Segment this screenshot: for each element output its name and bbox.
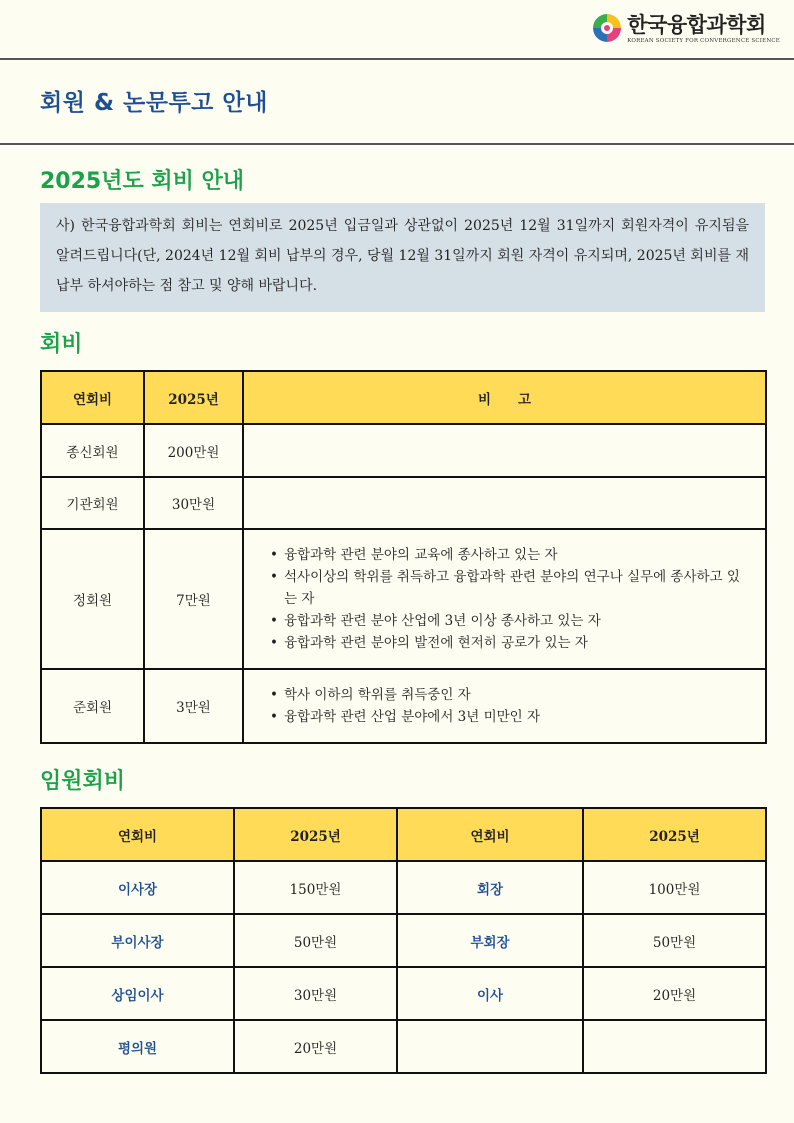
fee-table bbox=[40, 370, 767, 744]
member-type: 종신회원 bbox=[41, 424, 144, 477]
member-fee: 30만원 bbox=[144, 477, 243, 529]
member-notes bbox=[243, 529, 766, 669]
member-notes bbox=[243, 424, 766, 477]
page-title: 회원 & 논문투고 안내 bbox=[40, 90, 268, 116]
member-type: 준회원 bbox=[41, 669, 144, 743]
exec-fee bbox=[583, 1020, 766, 1073]
logo-org-name: 한국융합과학회 bbox=[627, 12, 766, 37]
table-row bbox=[41, 1020, 766, 1073]
list-item: • 융합과학 관련 분야의 교육에 종사하고 있는 자 bbox=[284, 544, 751, 566]
member-notes bbox=[243, 669, 766, 743]
list-item: • 학사 이하의 학위를 취득중인 자 bbox=[284, 684, 751, 706]
title-divider bbox=[0, 143, 794, 145]
exec-role bbox=[397, 1020, 583, 1073]
header-remarks: 비 고 bbox=[243, 371, 766, 424]
table-row bbox=[41, 861, 766, 914]
exec-fee: 50만원 bbox=[583, 914, 766, 967]
exec-role: 상임이사 bbox=[41, 967, 234, 1020]
table-row bbox=[41, 424, 766, 477]
list-item: • 융합과학 관련 산업 분야에서 3년 미만인 자 bbox=[284, 706, 751, 728]
member-fee: 7만원 bbox=[144, 529, 243, 669]
table-row bbox=[41, 477, 766, 529]
member-type: 정회원 bbox=[41, 529, 144, 669]
table-row bbox=[41, 967, 766, 1020]
exec-section-title: 임원회비 bbox=[40, 769, 126, 794]
exec-fee: 30만원 bbox=[234, 967, 397, 1020]
header-year: 2025년 bbox=[234, 808, 397, 861]
dues-section-title: 2025년도 회비 안내 bbox=[40, 169, 245, 194]
logo bbox=[591, 12, 780, 44]
header-annual-fee: 연회비 bbox=[41, 808, 234, 861]
exec-role: 부이사장 bbox=[41, 914, 234, 967]
exec-table-header bbox=[41, 808, 766, 861]
exec-role: 이사 bbox=[397, 967, 583, 1020]
exec-fee: 50만원 bbox=[234, 914, 397, 967]
exec-role: 부회장 bbox=[397, 914, 583, 967]
exec-fee: 20만원 bbox=[583, 967, 766, 1020]
member-fee: 3만원 bbox=[144, 669, 243, 743]
list-item: • 융합과학 관련 분야의 발전에 현저히 공로가 있는 자 bbox=[284, 632, 751, 654]
fee-table-header bbox=[41, 371, 766, 424]
exec-fee: 100만원 bbox=[583, 861, 766, 914]
member-fee: 200만원 bbox=[144, 424, 243, 477]
exec-fee: 150만원 bbox=[234, 861, 397, 914]
table-row bbox=[41, 914, 766, 967]
table-row bbox=[41, 669, 766, 743]
exec-role: 회장 bbox=[397, 861, 583, 914]
fee-section-title: 회비 bbox=[40, 332, 83, 357]
exec-role: 평의원 bbox=[41, 1020, 234, 1073]
exec-fee: 20만원 bbox=[234, 1020, 397, 1073]
top-divider bbox=[0, 58, 794, 60]
exec-role: 이사장 bbox=[41, 861, 234, 914]
member-type: 기관회원 bbox=[41, 477, 144, 529]
logo-org-name-en: KOREAN SOCIETY FOR CONVERGENCE SCIENCE bbox=[627, 37, 780, 44]
list-item: • 융합과학 관련 분야 산업에 3년 이상 종사하고 있는 자 bbox=[284, 610, 751, 632]
header-year: 2025년 bbox=[583, 808, 766, 861]
header-annual-fee: 연회비 bbox=[397, 808, 583, 861]
logo-icon bbox=[591, 12, 623, 44]
header-year: 2025년 bbox=[144, 371, 243, 424]
list-item: • 석사이상의 학위를 취득하고 융합과학 관련 분야의 연구나 실무에 종사하고 있는 자 bbox=[284, 566, 751, 610]
exec-fee-table bbox=[40, 807, 767, 1074]
table-row bbox=[41, 529, 766, 669]
dues-notice: 사) 한국융합과학회 회비는 연회비로 2025년 입금일과 상관없이 2025년 12월 31일까지 회원자격이 유지됨을 알려드립니다(단, 2024년 12월 회비 납부의 경우, 당월 12월 31일까지 회원 자격이 유지되며, 2025년 회비를 재납부 하셔야하는 점 참고 및 양해 바랍니다. bbox=[40, 203, 765, 312]
header-annual-fee: 연회비 bbox=[41, 371, 144, 424]
member-notes bbox=[243, 477, 766, 529]
